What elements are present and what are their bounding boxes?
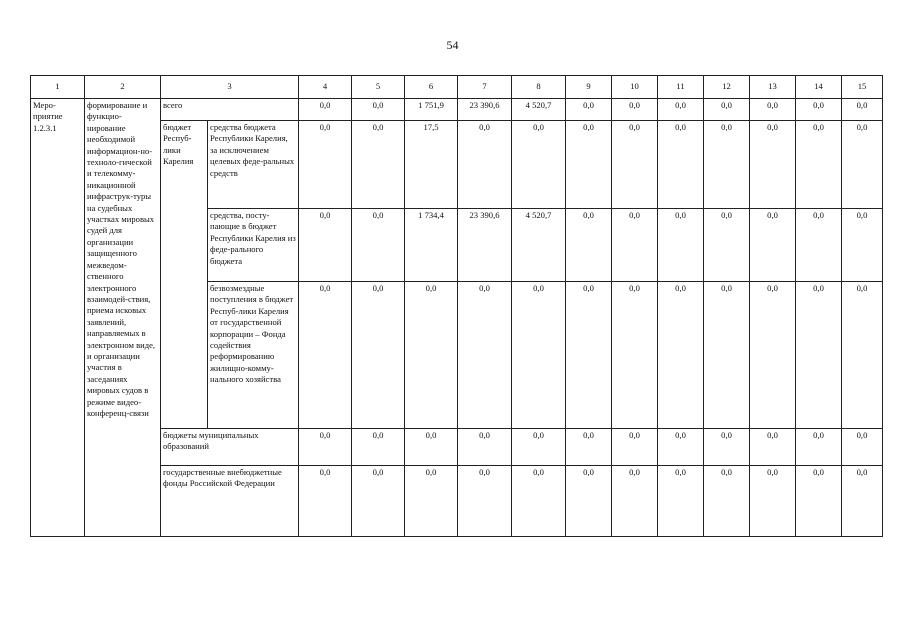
header-cell: 10: [612, 76, 658, 99]
header-cell: 7: [458, 76, 512, 99]
value-cell: 0,0: [299, 121, 352, 209]
value-cell: 0,0: [458, 121, 512, 209]
value-cell: 0,0: [796, 466, 842, 537]
value-cell: 0,0: [842, 282, 883, 429]
page-number: 54: [446, 38, 459, 52]
value-cell: 0,0: [658, 466, 704, 537]
header-cell: 3: [161, 76, 299, 99]
value-cell: 0,0: [458, 466, 512, 537]
header-cell: 5: [352, 76, 405, 99]
value-cell: 0,0: [750, 209, 796, 282]
value-cell: 0,0: [796, 121, 842, 209]
value-cell: 0,0: [458, 429, 512, 466]
value-cell: 0,0: [299, 466, 352, 537]
table-row: [31, 99, 883, 121]
header-cell: 13: [750, 76, 796, 99]
header-cell: 2: [85, 76, 161, 99]
value-cell: 23 390,6: [458, 209, 512, 282]
value-cell: 0,0: [796, 209, 842, 282]
value-cell: 0,0: [299, 209, 352, 282]
header-cell: 1: [31, 76, 85, 99]
value-cell: 0,0: [612, 121, 658, 209]
value-cell: 0,0: [512, 429, 566, 466]
value-cell: 0,0: [512, 466, 566, 537]
value-cell: 0,0: [704, 466, 750, 537]
republic-budget-label: бюджет Респуб-лики Карелия: [161, 121, 208, 429]
value-cell: 0,0: [352, 99, 405, 121]
value-cell: 0,0: [512, 282, 566, 429]
header-cell: 15: [842, 76, 883, 99]
value-cell: 0,0: [658, 282, 704, 429]
value-cell: 0,0: [566, 121, 612, 209]
value-cell: 0,0: [704, 282, 750, 429]
value-cell: 1 751,9: [405, 99, 458, 121]
value-cell: 0,0: [658, 429, 704, 466]
value-cell: 0,0: [842, 429, 883, 466]
value-cell: 0,0: [512, 121, 566, 209]
value-cell: 0,0: [658, 209, 704, 282]
row-label: средства бюджета Республики Карелия, за исключением целевых феде-ральных средств: [208, 121, 299, 209]
row-label: всего: [161, 99, 299, 121]
value-cell: 0,0: [704, 429, 750, 466]
value-cell: 0,0: [704, 209, 750, 282]
value-cell: 0,0: [352, 121, 405, 209]
value-cell: 0,0: [842, 121, 883, 209]
value-cell: 0,0: [796, 429, 842, 466]
header-cell: 11: [658, 76, 704, 99]
value-cell: 0,0: [566, 282, 612, 429]
value-cell: 0,0: [612, 209, 658, 282]
value-cell: 0,0: [612, 99, 658, 121]
activity-code: Меро-приятие 1.2.3.1: [31, 99, 85, 537]
value-cell: 0,0: [796, 99, 842, 121]
value-cell: 23 390,6: [458, 99, 512, 121]
header-cell: 9: [566, 76, 612, 99]
value-cell: 0,0: [352, 429, 405, 466]
value-cell: 1 734,4: [405, 209, 458, 282]
value-cell: 4 520,7: [512, 99, 566, 121]
header-row: [31, 76, 883, 99]
value-cell: 0,0: [750, 282, 796, 429]
value-cell: 0,0: [299, 429, 352, 466]
value-cell: 0,0: [566, 466, 612, 537]
value-cell: 0,0: [750, 466, 796, 537]
value-cell: 0,0: [405, 466, 458, 537]
value-cell: 17,5: [405, 121, 458, 209]
value-cell: 0,0: [352, 282, 405, 429]
row-label: средства, посту-пающие в бюджет Республики Карелия из феде-рального бюджета: [208, 209, 299, 282]
header-cell: 4: [299, 76, 352, 99]
value-cell: 0,0: [842, 466, 883, 537]
header-cell: 6: [405, 76, 458, 99]
header-cell: 8: [512, 76, 566, 99]
value-cell: 0,0: [796, 282, 842, 429]
value-cell: 0,0: [612, 429, 658, 466]
value-cell: 4 520,7: [512, 209, 566, 282]
header-cell: 14: [796, 76, 842, 99]
value-cell: 0,0: [299, 282, 352, 429]
value-cell: 0,0: [352, 209, 405, 282]
row-label: государственные внебюджетные фонды Российской Федерации: [161, 466, 299, 537]
value-cell: 0,0: [658, 99, 704, 121]
value-cell: 0,0: [299, 99, 352, 121]
value-cell: 0,0: [750, 121, 796, 209]
header-cell: 12: [704, 76, 750, 99]
budget-table: [30, 75, 883, 537]
value-cell: 0,0: [405, 429, 458, 466]
value-cell: 0,0: [842, 99, 883, 121]
value-cell: 0,0: [658, 121, 704, 209]
value-cell: 0,0: [842, 209, 883, 282]
row-label: безвозмездные поступления в бюджет Респуб-лики Карелия от государственной корпорации – Фонда содействия реформированию жилищно-комму-нального хозяйства: [208, 282, 299, 429]
value-cell: 0,0: [352, 466, 405, 537]
value-cell: 0,0: [750, 99, 796, 121]
activity-description: формирование и функцио-нирование необходимой информацион-но-техноло-гической и телекомму-никационной инфраструк-туры на судебных участках мировых судей для организации защищенного межведом-ственного электронного взаимодей-ствия, приема исковых заявлений, направляемых в электронном виде, и организации участия в заседаниях мировых судов в режиме видео-конференц-связи: [85, 99, 161, 537]
value-cell: 0,0: [612, 466, 658, 537]
value-cell: 0,0: [458, 282, 512, 429]
value-cell: 0,0: [566, 99, 612, 121]
value-cell: 0,0: [704, 121, 750, 209]
value-cell: 0,0: [750, 429, 796, 466]
value-cell: 0,0: [566, 209, 612, 282]
value-cell: 0,0: [704, 99, 750, 121]
row-label: бюджеты муниципальных образований: [161, 429, 299, 466]
value-cell: 0,0: [612, 282, 658, 429]
value-cell: 0,0: [405, 282, 458, 429]
value-cell: 0,0: [566, 429, 612, 466]
